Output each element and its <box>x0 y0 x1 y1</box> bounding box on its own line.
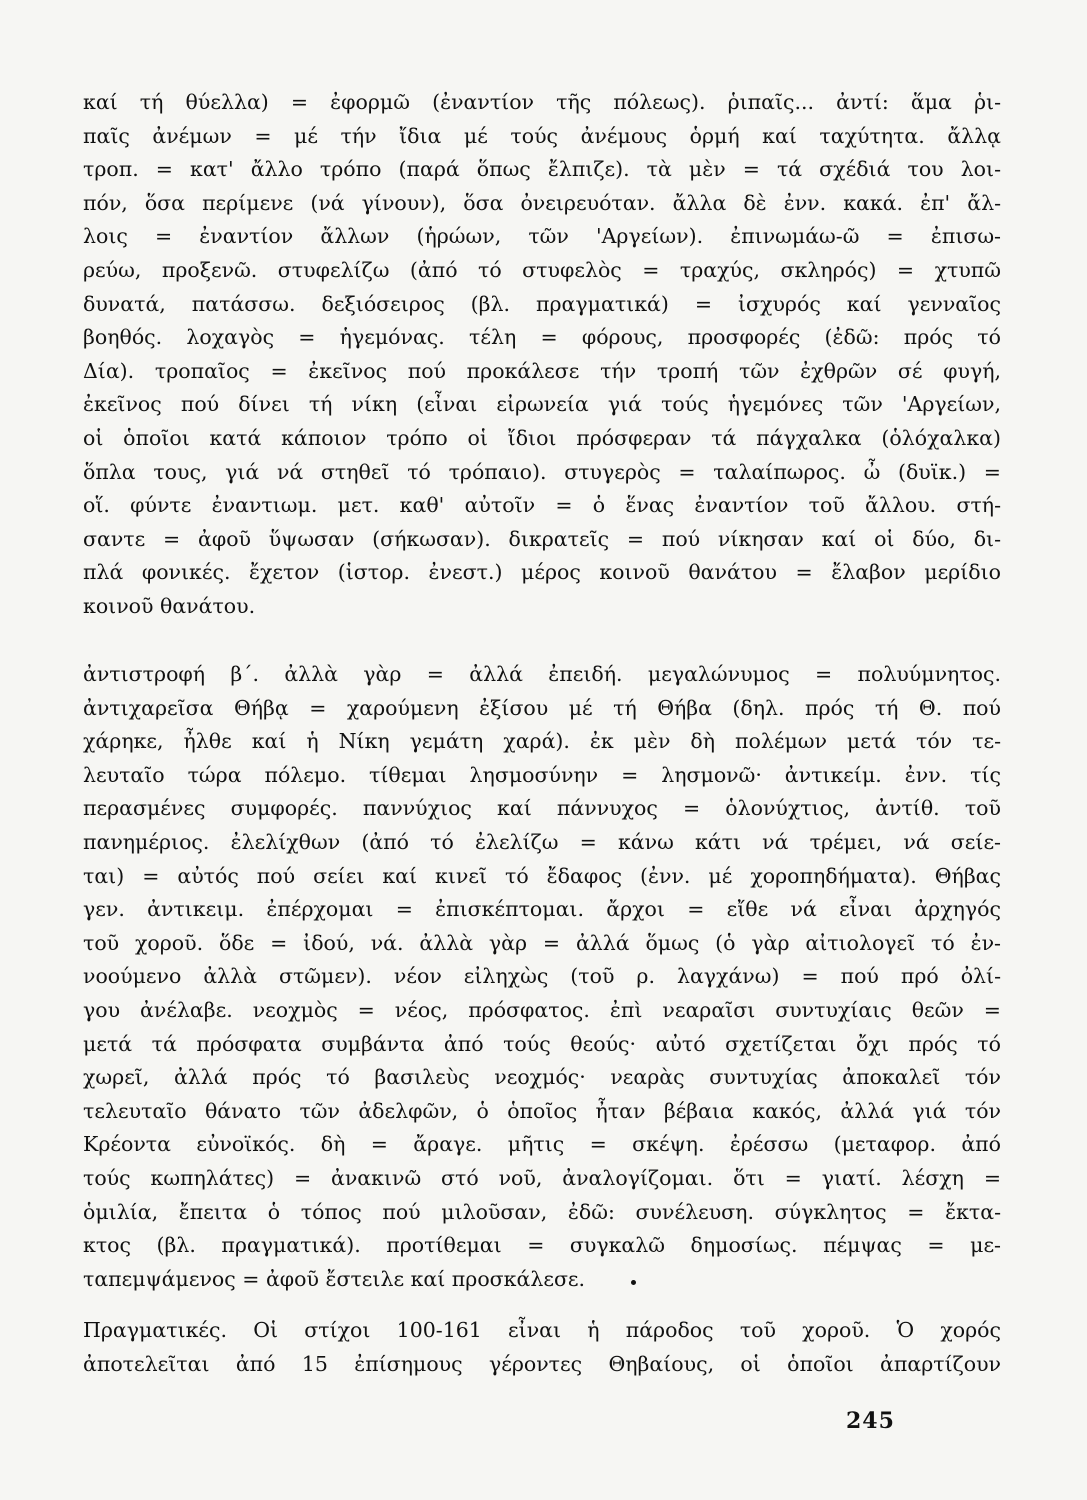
text-line: λοις = ἐναντίον ἄλλων (ἡρώων, τῶν 'Αργείων). ἐπινωμάω-ῶ = ἐπισω- <box>83 224 1001 249</box>
text-line: τοῦ χοροῦ. ὅδε = ἰδού, νά. ἀλλὰ γὰρ = ἀλλά ὅμως (ὁ γὰρ αἰτιολογεῖ τό ἐν- <box>83 930 1001 955</box>
stray-dot-mark <box>631 1280 636 1285</box>
commentary-paragraph-2 <box>83 658 1001 1296</box>
text-line: Κρέοντα εὐνοϊκός. δὴ = ἄραγε. μῆτις = σκέψη. ἐρέσσω (μεταφορ. ἀπό <box>83 1132 1001 1157</box>
text-line: παῖς ἀνέμων = μέ τήν ἴδια μέ τούς ἀνέμους ὁρμή καί ταχύτητα. ἄλλᾳ <box>83 123 1001 148</box>
text-line: ὅπλα τους, γιά νά στηθεῖ τό τρόπαιο). στυγερὸς = ταλαίπωρος. ὦ (δυϊκ.) = <box>83 459 1001 484</box>
text-line: κτος (βλ. πραγματικά). προτίθεμαι = συγκαλῶ δημοσίως. πέμψας = με- <box>83 1233 1001 1258</box>
text-line: ται) = αὐτός πού σείει καί κινεῖ τό ἔδαφος (ἐνν. μέ χοροπηδήματα). Θήβας <box>83 863 1001 888</box>
text-line: βοηθός. λοχαγὸς = ἡγεμόνας. τέλη = φόρους, προσφορές (ἐδῶ: πρός τό <box>83 325 1001 350</box>
text-line: ρεύω, προξενῶ. στυφελίζω (ἀπό τό στυφελὸς = τραχύς, σκληρός) = χτυπῶ <box>83 257 1001 282</box>
text-line: μετά τά πρόσφατα συμβάντα ἀπό τούς θεούς· αὐτό σχετίζεται ὄχι πρός τό <box>83 1031 1001 1056</box>
text-line: κοινοῦ θανάτου. <box>83 593 256 618</box>
text-line: σαντε = ἀφοῦ ὕψωσαν (σήκωσαν). δικρατεῖς = πού νίκησαν καί οἱ δύο, δι- <box>83 526 1001 551</box>
text-line: χάρηκε, ἦλθε καί ἡ Νίκη γεμάτη χαρά). ἐκ μὲν δὴ πολέμων μετά τόν τε- <box>83 729 1001 754</box>
text-line: καί τή θύελλα) = ἐφορμῶ (ἐναντίον τῆς πόλεως). ῥιπαῖς... ἀντί: ἅμα ῥι- <box>83 90 1001 114</box>
text-line: ἐκεῖνος πού δίνει τή νίκη (εἶναι εἰρωνεία γιά τούς ἡγεμόνες τῶν 'Αργείων, <box>83 392 1001 417</box>
text-line: οἵ. φύντε ἐναντιωμ. μετ. καθ' αὐτοῖν = ὁ ἕνας ἐναντίον τοῦ ἄλλου. στή- <box>83 493 1001 518</box>
text-line: περασμένες συμφορές. παννύχιος καί πάννυχος = ὁλονύχτιος, ἀντίθ. τοῦ <box>83 796 1001 821</box>
text-line: γεν. ἀντικειμ. ἐπέρχομαι = ἐπισκέπτομαι. ἄρχοι = εἴθε νά εἶναι ἀρχηγός <box>83 897 1001 922</box>
text-line: νοούμενο ἀλλὰ στῶμεν). νέον εἰληχὼς (τοῦ ρ. λαγχάνω) = πού πρό ὀλί- <box>83 964 1001 989</box>
text-line: ταπεμψάμενος = ἀφοῦ ἔστειλε καί προσκάλεσε. <box>83 1266 586 1291</box>
text-line: Δία). τροπαῖος = ἐκεῖνος πού προκάλεσε τήν τροπή τῶν ἐχθρῶν σέ φυγή, <box>83 358 1001 383</box>
text-line: πανημέριος. ἐλελίχθων (ἀπό τό ἐλελίζω = κάνω κάτι νά τρέμει, νά σείε- <box>83 829 1001 854</box>
realia-paragraph <box>83 1314 1001 1381</box>
text-line: ὁμιλία, ἔπειτα ὁ τόπος πού μιλοῦσαν, ἐδῶ: συνέλευση. σύγκλητος = ἔκτα- <box>83 1199 1001 1224</box>
text-line: τελευταῖο θάνατο τῶν ἀδελφῶν, ὁ ὁποῖος ἦταν βέβαια κακός, ἀλλά γιά τόν <box>83 1098 1001 1123</box>
text-line: Πραγματικές. Οἱ στίχοι 100-161 εἶναι ἡ πάροδος τοῦ χοροῦ. Ὁ χορός <box>83 1318 1001 1342</box>
text-line: δυνατά, πατάσσω. δεξιόσειρος (βλ. πραγματικά) = ἰσχυρός καί γενναῖος <box>83 291 1001 316</box>
text-line: τροπ. = κατ' ἄλλο τρόπο (παρά ὅπως ἔλπιζε). τὰ μὲν = τά σχέδιά του λοι- <box>83 157 1001 182</box>
text-line: ἀντιχαρεῖσα Θήβᾳ = χαρούμενη ἐξίσου μέ τή Θήβα (δηλ. πρός τή Θ. πού <box>83 695 1001 720</box>
commentary-paragraph-1 <box>83 86 1001 624</box>
text-line: ἀντιστροφή β΄. ἀλλὰ γὰρ = ἀλλά ἐπειδή. μεγαλώνυμος = πολυύμνητος. <box>83 662 1001 686</box>
text-line: λευταῖο τώρα πόλεμο. τίθεμαι λησμοσύνην = λησμονῶ· ἀντικείμ. ἐνν. τίς <box>83 762 1001 787</box>
text-line: γου ἀνέλαβε. νεοχμὸς = νέος, πρόσφατος. ἐπὶ νεαραῖσι συντυχίαις θεῶν = <box>83 997 1001 1022</box>
text-line: πλά φονικές. ἔχετον (ἱστορ. ἐνεστ.) μέρος κοινοῦ θανάτου = ἔλαβον μερίδιο <box>83 560 1001 585</box>
text-line: τούς κωπηλάτες) = ἀνακινῶ στό νοῦ, ἀναλογίζομαι. ὅτι = γιατί. λέσχη = <box>83 1165 1001 1190</box>
text-line: ἀποτελεῖται ἀπό 15 ἐπίσημους γέροντες Θηβαίους, οἱ ὁποῖοι ἀπαρτίζουν <box>83 1351 1001 1376</box>
page-number: 245 <box>846 1408 895 1434</box>
text-line: χωρεῖ, ἀλλά πρός τό βασιλεὺς νεοχμός· νεαρὰς συντυχίας ἀποκαλεῖ τόν <box>83 1065 1001 1090</box>
text-line: πόν, ὅσα περίμενε (νά γίνουν), ὅσα ὀνειρευόταν. ἄλλα δὲ ἐνν. κακά. ἐπ' ἄλ- <box>83 190 1001 215</box>
text-line: οἱ ὁποῖοι κατά κάποιον τρόπο οἱ ἴδιοι πρόσφεραν τά πάγχαλκα (ὁλόχαλκα) <box>83 425 1001 450</box>
